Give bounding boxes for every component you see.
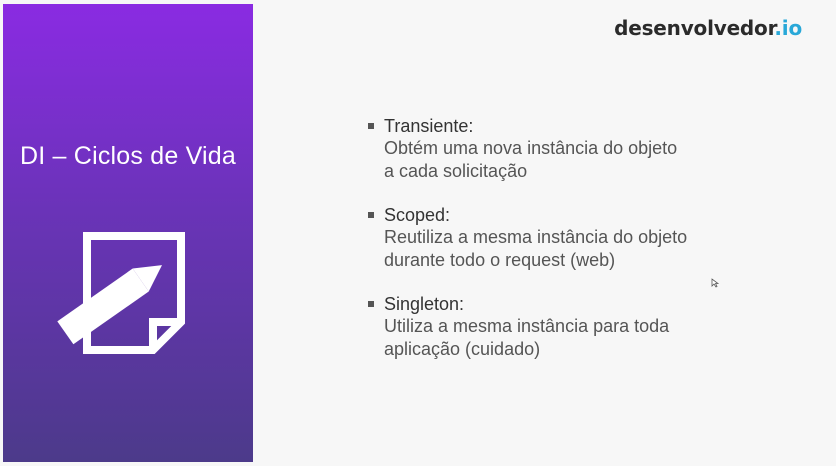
slide-title: DI – Ciclos de Vida [20,142,236,170]
list-item [368,116,808,183]
item-term: Transiente: [384,116,474,136]
mouse-cursor-icon [711,278,719,288]
item-description: Utiliza a mesma instância para toda aplicação (cuidado) [384,316,670,359]
list-item [368,294,808,361]
list-item [368,205,808,272]
item-term: Scoped: [384,205,451,225]
item-term: Singleton: [384,294,465,314]
bullet-icon [368,123,374,129]
brand-logo [614,16,802,40]
bullet-list [368,116,808,383]
brand-suffix: .io [774,16,802,40]
title-panel [3,4,253,462]
item-description: Obtém uma nova instância do objeto a cada solicitação [384,138,678,181]
bullet-icon [368,212,374,218]
bullet-icon [368,301,374,307]
item-description: Reutiliza a mesma instância do objeto durante todo o request (web) [384,227,688,270]
brand-name: desenvolvedor [614,16,775,40]
note-pencil-icon [49,226,189,366]
